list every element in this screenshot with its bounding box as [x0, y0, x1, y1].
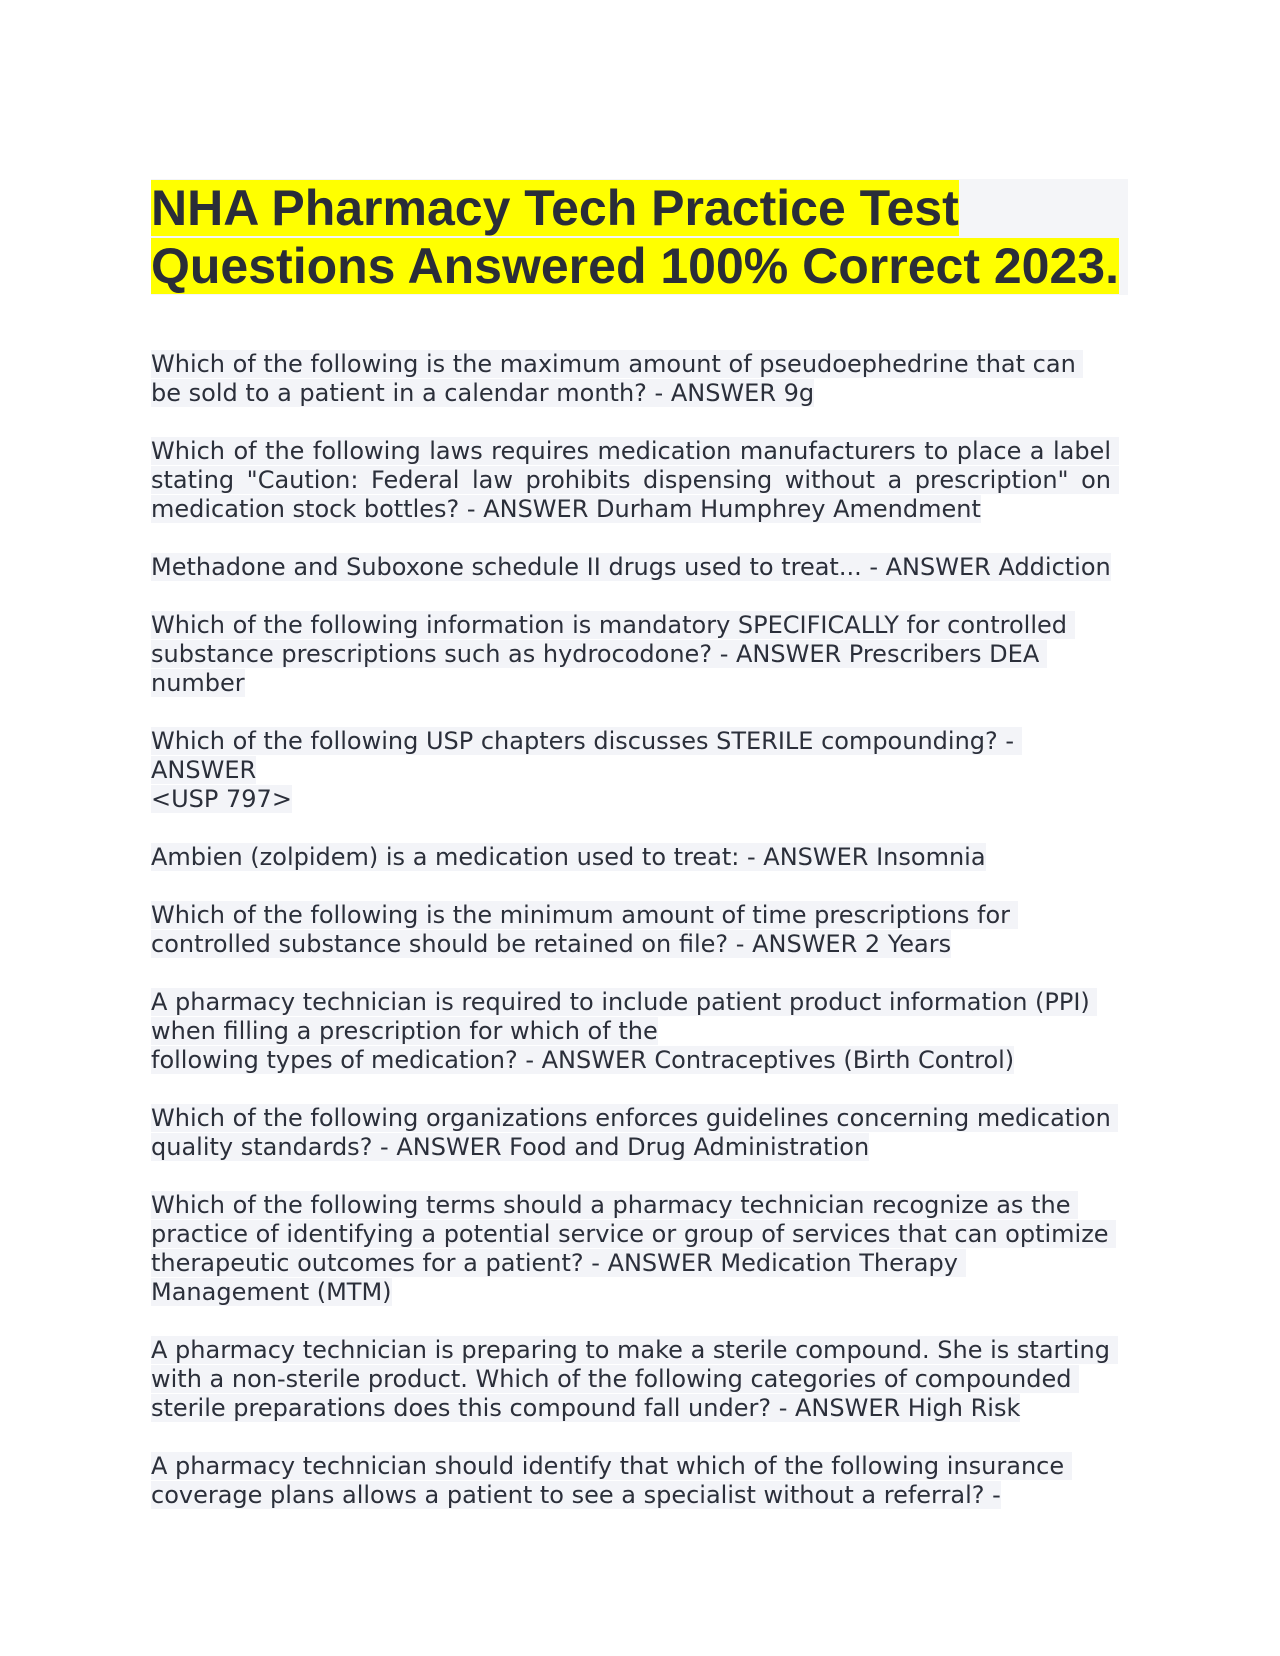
qa-text: Ambien (zolpidem) is a medication used to treat: - ANSWER Insomnia [151, 843, 986, 871]
qa-list [151, 350, 1119, 1539]
qa-text: Which of the following organizations enforces guidelines concerning medication quality standards? - ANSWER Food and Drug Administration [151, 1104, 1119, 1161]
qa-text: Which of the following USP chapters discusses STERILE compounding? - ANSWER <USP 797> [151, 727, 1022, 813]
qa-item [151, 350, 1111, 408]
qa-item [151, 843, 1111, 872]
qa-text: Which of the following laws requires medication manufacturers to place a label stating "Caution: Federal law prohibits dispensing without a prescription" on medication stock bottles? - ANSWER Durham Humphrey Amendment [151, 437, 1119, 523]
qa-text: Which of the following is the minimum amount of time prescriptions for controlled substance should be retained on file? - ANSWER 2 Years [151, 901, 1018, 958]
qa-item [151, 1191, 1117, 1307]
title-highlight: NHA Pharmacy Tech Practice Test Questions Answered 100% Correct 2023. [151, 180, 1119, 294]
qa-item [151, 437, 1119, 524]
qa-item [151, 611, 1111, 698]
qa-text: Methadone and Suboxone schedule II drugs used to treat... - ANSWER Addiction [151, 553, 1111, 581]
qa-text: Which of the following is the maximum amount of pseudoephedrine that can be sold to a patient in a calendar month? - ANSWER 9g [151, 350, 1084, 407]
qa-text: A pharmacy technician is required to include patient product information (PPI) when filling a prescription for which of the following types of medication? - ANSWER Contraceptives (Birth Control) [151, 988, 1097, 1074]
title-block [151, 179, 1128, 295]
qa-text: A pharmacy technician should identify that which of the following insurance coverage plans allows a patient to see a specialist without a referral? - [151, 1452, 1072, 1509]
qa-item [151, 727, 1111, 814]
qa-item [151, 553, 1111, 582]
document-title [151, 179, 1128, 295]
qa-item [151, 1452, 1111, 1510]
qa-text: A pharmacy technician is preparing to make a sterile compound. She is starting with a non-sterile product. Which of the following categories of compounded sterile preparations does this compound fall under? - ANSWER High Risk [151, 1336, 1118, 1422]
qa-item [151, 901, 1111, 959]
qa-text: Which of the following terms should a pharmacy technician recognize as the practice of identifying a potential service or group of services that can optimize therapeutic outcomes for a patient? - ANSWER Medication Therapy Management (MTM) [151, 1191, 1117, 1306]
qa-item [151, 988, 1111, 1075]
qa-item [151, 1104, 1119, 1162]
qa-item [151, 1336, 1118, 1423]
qa-text: Which of the following information is mandatory SPECIFICALLY for controlled substance prescriptions such as hydrocodone? - ANSWER Prescribers DEA number [151, 611, 1075, 697]
